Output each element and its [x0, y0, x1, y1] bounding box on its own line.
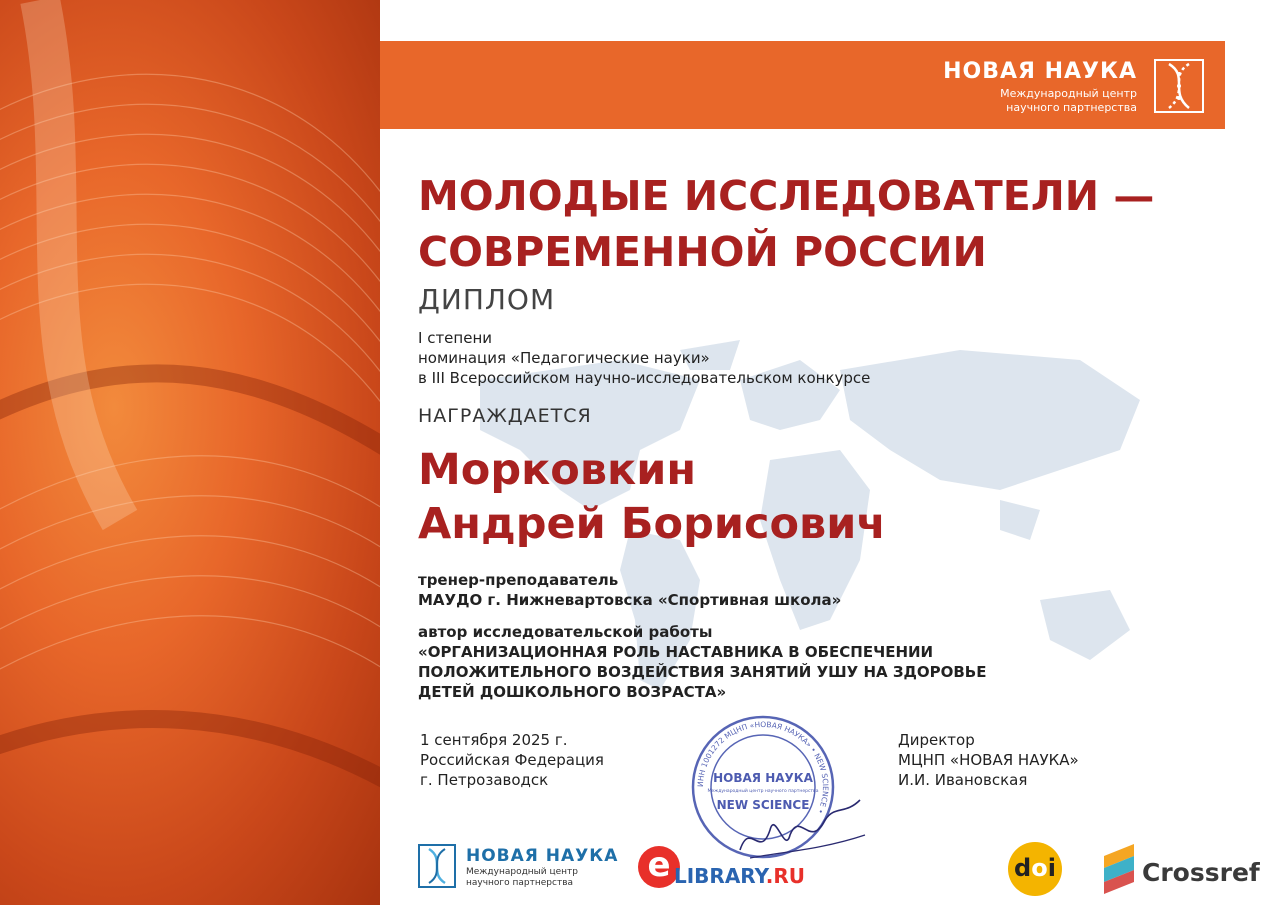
research-work-intro: автор исследовательской работы — [418, 623, 713, 641]
competition-title-line2: СОВРЕМЕННОЙ РОССИИ — [418, 228, 987, 276]
elibrary-wordmark — [674, 864, 805, 888]
crossref-logo — [1100, 842, 1260, 896]
contest-text: в III Всероссийском научно-исследовательском конкурсе — [418, 369, 871, 387]
research-work-title-line2: ПОЛОЖИТЕЛЬНОГО ВОЗДЕЙСТВИЯ ЗАНЯТИЙ УШУ НА ЗДОРОВЬЕ — [418, 663, 987, 681]
competition-title — [418, 168, 1218, 280]
awarded-label: НАГРАЖДАЕТСЯ — [418, 405, 592, 427]
stamp-center-title: НОВАЯ НАУКА — [713, 771, 813, 785]
recipient-surname: Морковкин — [418, 445, 697, 495]
recipient-position-block — [418, 570, 841, 610]
issue-city: г. Петрозаводск — [420, 771, 549, 789]
degree-nomination-block — [418, 328, 870, 388]
elibrary-e-icon: e — [638, 846, 680, 888]
elibrary-ru-text: .RU — [765, 864, 806, 888]
director-block — [898, 730, 1079, 790]
swirl-lines-graphic — [0, 0, 380, 905]
date-place-block — [420, 730, 604, 790]
doi-o: o — [1031, 854, 1048, 882]
brand-subtitle-line1: Международный центр — [1000, 87, 1137, 100]
research-work-block — [418, 622, 986, 702]
brand-subtitle-line2: научного партнерства — [1006, 101, 1137, 114]
decorative-swirl-panel — [0, 0, 380, 905]
dna-helix-icon — [418, 844, 456, 888]
nn-footer-subtitle-line1: Международный центр — [466, 867, 579, 877]
director-organization: МЦНП «НОВАЯ НАУКА» — [898, 751, 1079, 769]
doi-d: d — [1014, 854, 1032, 882]
issue-country: Российская Федерация — [420, 751, 604, 769]
nn-footer-subtitle-line2: научного партнерства — [466, 878, 574, 888]
director-title: Директор — [898, 731, 975, 749]
stamp-ring-text: ИНН 1001272 МЦНП «НОВАЯ НАУКА» • NEW SCIENCE • — [695, 719, 831, 816]
nn-footer-subtitle — [466, 867, 578, 889]
stamp-center-subtitle: Международный центр научного партнерства — [707, 789, 819, 794]
elibrary-logo — [638, 846, 808, 892]
doi-logo — [1008, 842, 1062, 896]
recipient-position: тренер-преподаватель — [418, 571, 619, 589]
brand-subtitle — [1000, 87, 1137, 115]
crossref-wordmark: Crossref — [1142, 858, 1260, 887]
nn-footer-title: НОВАЯ НАУКА — [466, 846, 619, 866]
header-bar — [380, 41, 1225, 129]
recipient-given-names: Андрей Борисович — [418, 499, 886, 549]
recipient-name — [418, 443, 886, 551]
novaya-nauka-footer-logo — [418, 842, 618, 890]
elibrary-main-text: LIBRARY — [674, 864, 766, 888]
issue-date: 1 сентября 2025 г. — [420, 731, 568, 749]
research-work-title-line3: ДЕТЕЙ ДОШКОЛЬНОГО ВОЗРАСТА» — [418, 683, 727, 701]
doi-i: i — [1047, 854, 1056, 882]
research-work-title-line1: «ОРГАНИЗАЦИОННАЯ РОЛЬ НАСТАВНИКА В ОБЕСПЕЧЕНИИ — [418, 643, 934, 661]
competition-title-line1: МОЛОДЫЕ ИССЛЕДОВАТЕЛИ — — [418, 172, 1155, 220]
crossref-icon — [1100, 842, 1140, 896]
brand-title: НОВАЯ НАУКА — [943, 59, 1137, 84]
director-name: И.И. Ивановская — [898, 771, 1028, 789]
nomination-text: номинация «Педагогические науки» — [418, 349, 710, 367]
stamp-band-text: NEW SCIENCE — [716, 798, 810, 812]
recipient-organization: МАУДО г. Нижневартовска «Спортивная школа» — [418, 591, 842, 609]
diploma-heading: ДИПЛОМ — [418, 283, 556, 316]
dna-helix-icon — [1153, 56, 1205, 116]
degree-text: I степени — [418, 329, 492, 347]
